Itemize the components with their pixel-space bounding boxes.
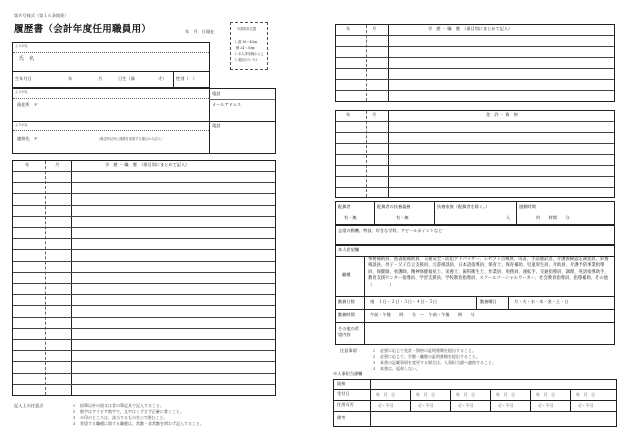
office-row-label: 受付日 [337,391,350,396]
photo-line: １.縦 36～40㎜ [234,40,257,44]
spouse-choice[interactable]: 有・無 [344,215,357,220]
license-table [335,110,615,198]
office-row-label: 備考 [337,415,346,420]
job-options[interactable]: 事務補助員、図書館補助員、交通安全・防犯アドバイザー、レセプト点検員、司書、手話通訳者、介護保険認定調査員、栄養相談員、母子・父子自立支援員、元書相談員、日本語指導員、保育士、保育補助、児童厚生員、介助員、介護予防事業指導員、保健師、看護師、精神保健福祉士、栄養士、歯科衛生士、作業員、用務員、運転手、交通指導員、調理、英語指導助手、教育支援センター指導員、学習支援員、学校教育指導員、スクールソーシャルワーカー、社会教育指導員、指導補助、その他（ ） [368,257,609,288]
days-choice[interactable]: 週 １日・２日・３日・４日・５日 [370,299,438,304]
table-row[interactable] [336,187,614,199]
note-item: ２ 必要に応じて、学歴・職歴の証明書類を提出すること。 [372,354,480,359]
gender-label: 性別（ ） [176,76,197,81]
note-item: ２ 数字はアラビア数字で、文字はくずさず正確に書くこと。 [72,409,184,414]
dependents-label: 扶養家族（配偶者を除く。） [437,204,490,209]
wishes-section-label: 本人希望欄 [338,247,359,252]
photo-line: ２.本人単身胸から上 [234,52,264,56]
col-content: 学 歴 ・ 職 歴 （項目別にまとめて記入） [105,162,190,167]
spouse-dependency-choice[interactable]: 有・無 [396,215,409,220]
notes-left-label: 記入上の注意点 [14,403,44,408]
ok-cell[interactable]: 可・不可 [418,403,434,408]
motivation-block[interactable] [335,225,615,245]
date-cell[interactable]: 年 月 日 [376,392,395,397]
form-title: 履歴書（会計年度任用職員用） [14,24,152,35]
days-label: 勤務日数 [338,299,355,304]
address-furigana: ふりがな [15,90,28,94]
motivation-label: 志望の動機、特技、好きな学科、アピールポイントなど [338,228,443,233]
family-block [335,201,615,225]
history-table-left [12,160,276,396]
col-year: 年 [25,162,30,167]
form-number: 第８号様式（第１６条関係） [14,13,69,18]
commute-time[interactable]: 約 時間 分 [536,215,570,220]
hours-choice[interactable]: 午前・午後 時 分 ～ 午前・午後 時 分 [370,312,475,317]
address-block [12,88,276,154]
col-content: 免 許 ・ 資 格 [486,112,518,117]
col-content: 学 歴 ・ 職 歴 （項目別にまとめて記入） [428,26,513,31]
dependents-count[interactable]: 人 [506,215,511,220]
office-table [333,379,617,427]
note-item: ３ 本書の記載事項を変更する場合は、人事担当課へ連絡すること。 [372,360,496,365]
date-cell[interactable]: 年 月 日 [416,392,435,397]
email-field[interactable] [211,109,273,119]
hours-label: 勤務時間 [338,312,355,317]
note-item: １ 鉛筆以外の黒又は青の筆記具で記入すること。 [72,403,164,408]
photo-line: 横 24～30㎜ [236,46,255,50]
photo-box[interactable] [230,22,268,70]
name-field[interactable] [53,57,203,71]
photo-heading: 写真貼付位置 [237,27,257,31]
age-suffix: 才） [158,76,167,81]
date-cell[interactable]: 年 月 日 [456,392,475,397]
weekday-choice[interactable]: 月・火・水・木・金・土・日 [514,299,569,304]
ok-cell[interactable]: 可・不可 [378,403,394,408]
office-row-label: 任用可否 [337,402,354,407]
col-year: 年 [346,26,351,31]
contact-furigana: ふりがな [15,123,28,127]
date-cell[interactable]: 年 月 日 [576,392,595,397]
other-field[interactable] [366,324,612,342]
commute-label: 通勤時間 [519,204,536,209]
furigana-label: ふりがな [15,44,28,48]
note-item: ４ 希望する職種に関する職歴は、常勤・非常勤を問わず記入すること。 [72,421,204,426]
contact-label: 連絡先 〒 [17,136,38,141]
email-label: メールアドレス [212,102,242,107]
notes-right-label: 注意事項 [340,348,357,353]
note-item: ４ 本書は、返却しない。 [372,366,420,371]
other-label: その他の希望内容 [338,326,359,337]
ok-cell[interactable]: 可・不可 [498,403,514,408]
address-field[interactable] [53,101,203,115]
office-row-label: 面接 [337,381,346,386]
note-item: ３ ※印のところは、該当するものを○で囲むこと。 [72,415,168,420]
col-year: 年 [346,112,351,117]
spouse-label: 配偶者 [338,204,351,209]
spouse-dependency-label: 配偶者の扶養義務 [377,204,411,209]
ok-cell[interactable]: 可・不可 [458,403,474,408]
contact-phone-label: 電話 [212,123,221,128]
birth-label: 生年月日 [15,76,32,81]
date-cell[interactable]: 年 月 日 [496,392,515,397]
table-row[interactable] [13,384,275,396]
job-label: 職種 [342,272,351,277]
note-item: １ 必要に応じて免許・資格の証明書類を提出すること。 [372,348,476,353]
date-label: 年 月 日現在 [185,29,215,34]
table-row[interactable] [336,90,614,102]
office-section-label: ※人事担当課欄 [333,371,363,376]
col-month: 月 [55,162,60,167]
birth-day: 日生（満 [118,76,135,81]
name-block [12,42,210,88]
ok-cell[interactable]: 可・不可 [538,403,554,408]
date-cell[interactable]: 年 月 日 [536,392,555,397]
phone-label: 電話 [212,91,221,96]
history-table-right [335,24,615,102]
name-label: 氏 名 [19,56,35,62]
contact-note: （現住所以外に連絡を希望する場合のみ記入） [97,137,164,141]
address-label: 現住所 〒 [17,102,38,107]
col-month: 月 [372,112,377,117]
birth-year: 年 [68,76,73,81]
weekday-label: 勤務曜日 [480,299,497,304]
ok-cell[interactable]: 可・不可 [578,403,594,408]
photo-line: ３.裏面のりづけ [234,58,258,62]
birth-month: 月 [98,76,103,81]
col-month: 月 [372,26,377,31]
wishes-block [335,245,615,345]
